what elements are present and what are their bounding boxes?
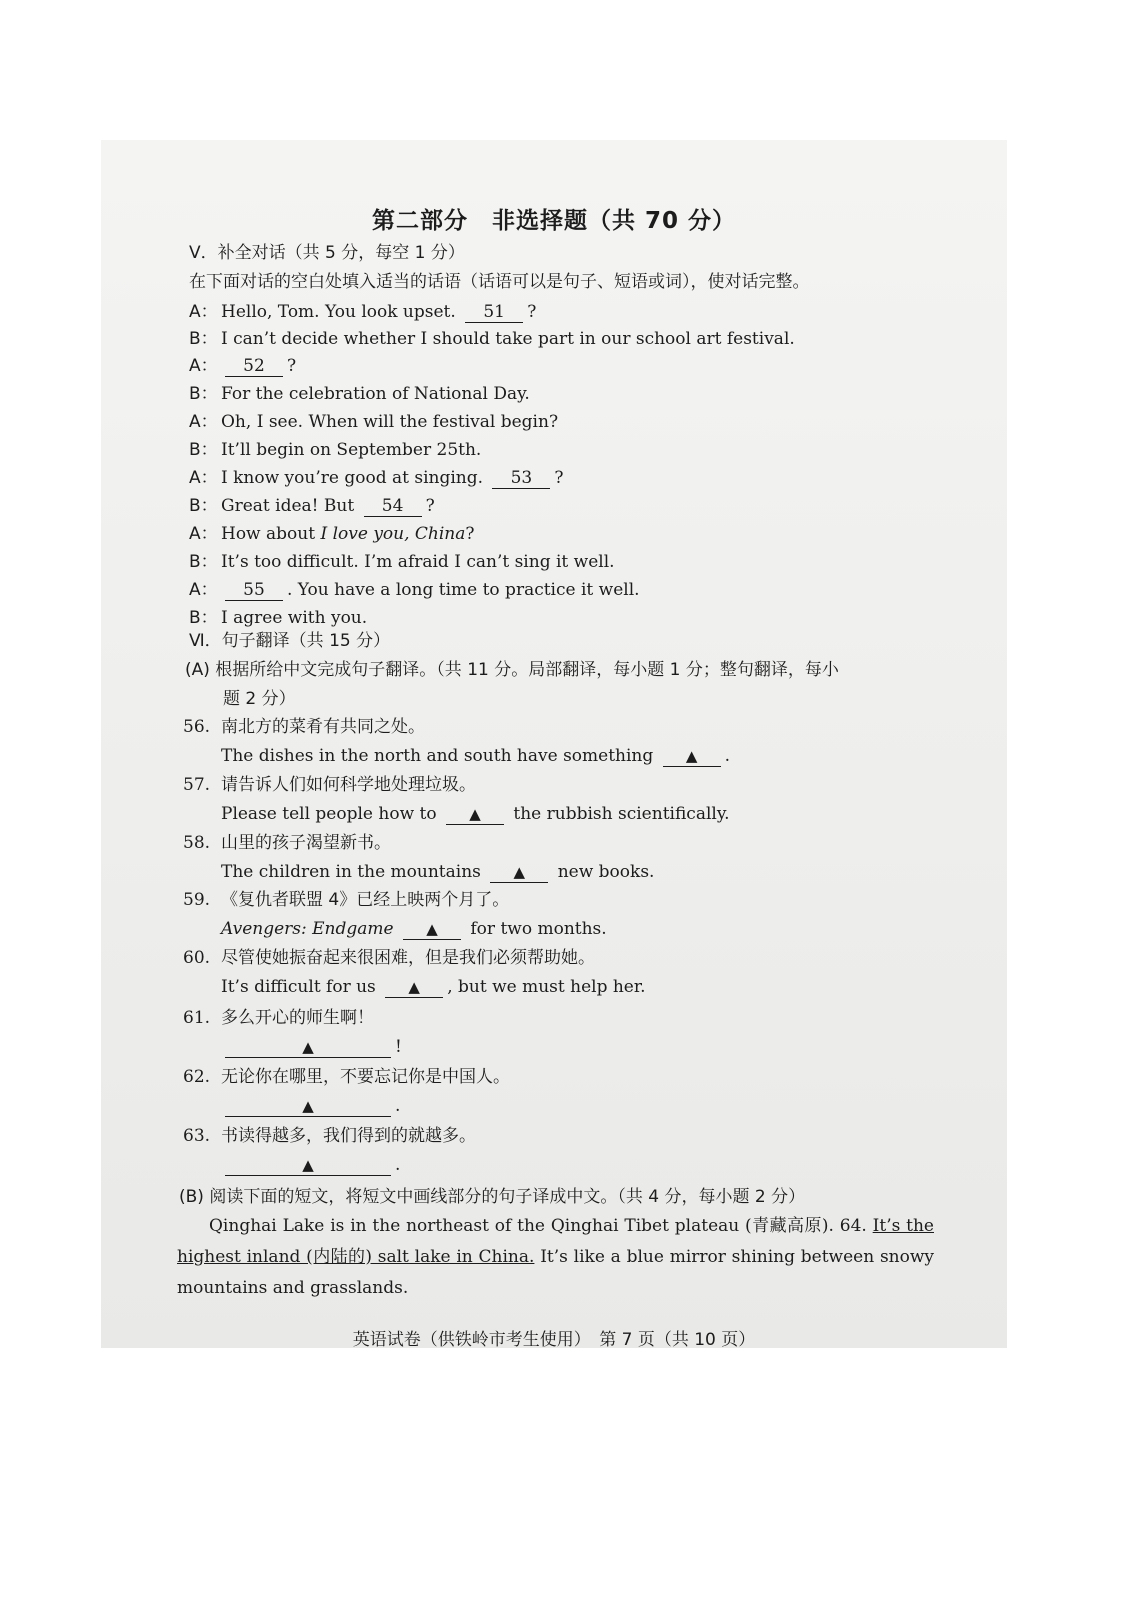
chinese-sentence: 多么开心的师生啊！ xyxy=(221,1008,374,1028)
item-answer-line xyxy=(221,1036,402,1058)
answer-blank[interactable]: 55 xyxy=(225,580,283,601)
speaker-label: B： xyxy=(189,329,218,349)
english-text-end: . xyxy=(395,1155,401,1175)
english-text: It’s difficult for us xyxy=(221,977,382,997)
chinese-sentence: 山里的孩子渴望新书。 xyxy=(221,833,391,853)
dialogue-text: It’s too difficult. I’m afraid I can’t sing it well. xyxy=(221,552,615,572)
item-number: 56. xyxy=(183,717,211,737)
dialogue-text: Great idea! But xyxy=(221,496,360,516)
item-number: 62. xyxy=(183,1067,211,1087)
chinese-sentence: 无论你在哪里，不要忘记你是中国人。 xyxy=(221,1067,510,1087)
dialogue-text: I can’t decide whether I should take part in our school art festival. xyxy=(221,329,795,349)
item-number: 60. xyxy=(183,948,211,968)
dialogue-line xyxy=(189,579,640,601)
english-text-end: . xyxy=(395,1096,401,1116)
item-answer-line xyxy=(221,745,730,767)
translation-blank[interactable]: ▲ xyxy=(446,804,504,825)
part-a-instruction-cont: 题 2 分） xyxy=(223,689,296,709)
speaker-label: A： xyxy=(189,302,218,322)
song-title: I love you, China xyxy=(320,524,466,544)
passage xyxy=(177,1211,934,1304)
dialogue-text-end: ? xyxy=(425,496,435,516)
english-text-end: new books. xyxy=(552,862,655,882)
chinese-sentence: 《复仇者联盟 4》已经上映两个月了。 xyxy=(221,890,510,910)
answer-blank[interactable]: 53 xyxy=(492,468,550,489)
passage-end: It’s like a blue mirror shining between snowy mountains and grasslands. xyxy=(177,1247,935,1298)
item-prompt xyxy=(183,889,509,911)
dialogue-line xyxy=(189,551,615,573)
speaker-label: B： xyxy=(189,496,218,516)
item-prompt xyxy=(183,832,391,854)
english-text: The children in the mountains xyxy=(221,862,487,882)
dialogue-text-end: . You have a long time to practice it well. xyxy=(287,580,640,600)
part-a-instruction: (A) 根据所给中文完成句子翻译。（共 11 分。局部翻译，每小题 1 分；整句翻译，每小 xyxy=(185,660,839,680)
dialogue-line xyxy=(189,411,558,433)
translation-blank[interactable]: ▲ xyxy=(225,1155,391,1176)
item-answer-line xyxy=(221,1154,400,1176)
english-text-end: , but we must help her. xyxy=(447,977,646,997)
dialogue-line xyxy=(189,439,481,461)
speaker-label: A： xyxy=(189,468,218,488)
translation-blank[interactable]: ▲ xyxy=(403,919,461,940)
english-text: The dishes in the north and south have something xyxy=(221,746,659,766)
dialogue-text-end: ? xyxy=(527,302,537,322)
translation-blank[interactable]: ▲ xyxy=(225,1037,391,1058)
answer-blank[interactable]: 52 xyxy=(225,356,283,377)
item-answer-line xyxy=(221,918,607,940)
english-text-end: the rubbish scientifically. xyxy=(508,804,730,824)
dialogue-line xyxy=(189,383,530,405)
passage-start: Qinghai Lake is in the northeast of the Qinghai Tibet plateau (青藏高原). 64. xyxy=(209,1216,873,1236)
item-answer-line xyxy=(221,1095,400,1117)
speaker-label: B： xyxy=(189,608,218,628)
dialogue-text-end: ? xyxy=(554,468,564,488)
dialogue-line xyxy=(189,355,296,377)
dialogue-text: How about xyxy=(221,524,321,544)
english-text xyxy=(394,919,399,939)
dialogue-text: It’ll begin on September 25th. xyxy=(221,440,482,460)
dialogue-text: Oh, I see. When will the festival begin? xyxy=(221,412,559,432)
translation-blank[interactable]: ▲ xyxy=(385,977,443,998)
section-5-heading: Ⅴ．补全对话（共 5 分，每空 1 分） xyxy=(189,243,465,263)
dialogue-text: For the celebration of National Day. xyxy=(221,384,530,404)
chinese-sentence: 请告诉人们如何科学地处理垃圾。 xyxy=(221,775,476,795)
page-footer: 英语试卷（供铁岭市考生使用） 第 7 页（共 10 页） xyxy=(352,1330,756,1348)
speaker-label: B： xyxy=(189,552,218,572)
item-number: 58. xyxy=(183,833,211,853)
section-5-instruction: 在下面对话的空白处填入适当的话语（话语可以是句子、短语或词），使对话完整。 xyxy=(189,272,810,292)
item-prompt xyxy=(183,774,476,796)
part-b-instruction: (B) 阅读下面的短文，将短文中画线部分的句子译成中文。（共 4 分，每小题 2 分） xyxy=(179,1187,806,1207)
english-text: Please tell people how to xyxy=(221,804,442,824)
speaker-label: B： xyxy=(189,440,218,460)
item-number: 57. xyxy=(183,775,211,795)
part-title: 第二部分 非选择题（共 70 分） xyxy=(371,208,737,234)
dialogue-line xyxy=(189,495,435,517)
dialogue-text: I know you’re good at singing. xyxy=(221,468,489,488)
dialogue-text: Hello, Tom. You look upset. xyxy=(221,302,462,322)
exam-page xyxy=(101,140,1007,1348)
item-prompt xyxy=(183,1125,476,1147)
english-text-end: ! xyxy=(395,1037,402,1057)
chinese-sentence: 书读得越多，我们得到的就越多。 xyxy=(221,1126,476,1146)
translation-blank[interactable]: ▲ xyxy=(663,746,721,767)
item-answer-line xyxy=(221,976,646,998)
english-text-end: . xyxy=(724,746,731,766)
item-prompt xyxy=(183,947,595,969)
dialogue-text-end: ? xyxy=(287,356,297,376)
item-number: 63. xyxy=(183,1126,211,1146)
speaker-label: A： xyxy=(189,356,218,376)
dialogue-line xyxy=(189,467,564,489)
dialogue-text: I agree with you. xyxy=(221,608,368,628)
dialogue-line xyxy=(189,328,795,350)
translation-blank[interactable]: ▲ xyxy=(490,862,548,883)
dialogue-line xyxy=(189,523,475,545)
dialogue-line xyxy=(189,607,367,629)
section-6-heading: Ⅵ．句子翻译（共 15 分） xyxy=(189,631,391,651)
chinese-sentence: 南北方的菜肴有共同之处。 xyxy=(221,717,425,737)
item-prompt xyxy=(183,716,425,738)
speaker-label: B： xyxy=(189,384,218,404)
passage-underlined-sentence: It’s the highest inland (内陆的) salt lake in China. xyxy=(177,1216,934,1267)
english-text-end: for two months. xyxy=(464,919,607,939)
answer-blank[interactable]: 51 xyxy=(465,302,523,323)
item-number: 61. xyxy=(183,1008,211,1028)
dialogue-text-end: ? xyxy=(465,524,475,544)
movie-title: Avengers: Endgame xyxy=(221,919,394,939)
item-number: 59. xyxy=(183,890,211,910)
item-answer-line xyxy=(221,803,730,825)
speaker-label: A： xyxy=(189,524,218,544)
speaker-label: A： xyxy=(189,580,218,600)
chinese-sentence: 尽管使她振奋起来很困难，但是我们必须帮助她。 xyxy=(221,948,595,968)
item-prompt xyxy=(183,1007,374,1029)
translation-blank[interactable]: ▲ xyxy=(225,1096,391,1117)
dialogue-line xyxy=(189,301,536,323)
item-prompt xyxy=(183,1066,510,1088)
answer-blank[interactable]: 54 xyxy=(364,496,422,517)
speaker-label: A： xyxy=(189,412,218,432)
item-answer-line xyxy=(221,861,654,883)
